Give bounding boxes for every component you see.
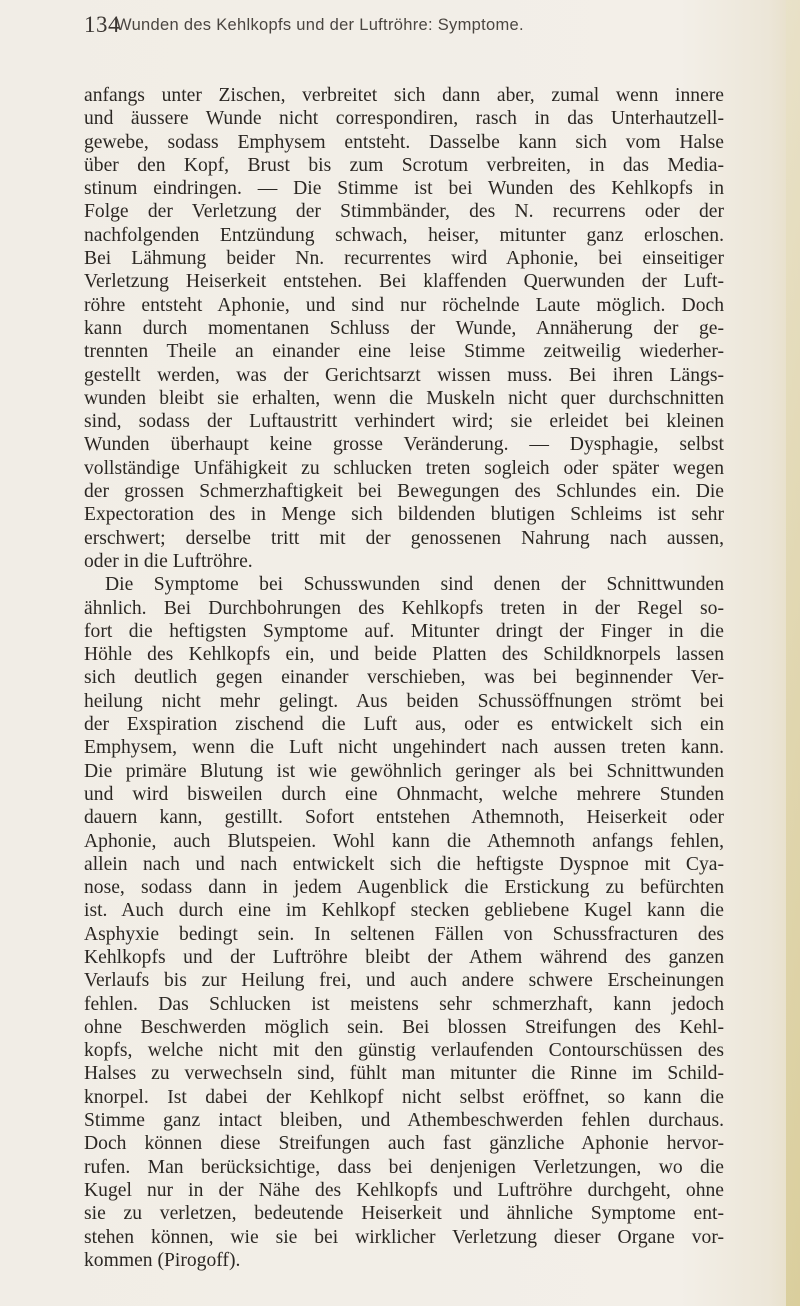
text-line: Stimme ganz intact bleiben, und Athembeschwerden fehlen durchaus. (84, 1110, 724, 1132)
text-line: der Exspiration zischend die Luft aus, oder es entwickelt sich ein (84, 714, 724, 736)
text-line: Emphysem, wenn die Luft nicht ungehindert nach aussen treten kann. (84, 737, 724, 759)
text-line: sich deutlich gegen einander verschieben, was bei beginnender Ver- (84, 667, 724, 689)
text-line: erschwert; derselbe tritt mit der genossenen Nahrung nach aussen, (84, 527, 724, 549)
text-line: ähnlich. Bei Durchbohrungen des Kehlkopfs treten in der Regel so- (84, 597, 724, 619)
text-line: Verlaufs bis zur Heilung frei, und auch andere schwere Erscheinungen (84, 970, 724, 992)
text-line: Asphyxie bedingt sein. In seltenen Fällen von Schussfracturen des (84, 923, 724, 945)
text-line: dauern kann, gestillt. Sofort entstehen Athemnoth, Heiserkeit oder (84, 807, 724, 829)
text-line: oder in die Luftröhre. (84, 550, 253, 572)
text-line: und wird bisweilen durch eine Ohnmacht, welche mehrere Stunden (84, 783, 724, 805)
text-line: stehen können, wie sie bei wirklicher Verletzung dieser Organe vor- (84, 1226, 724, 1248)
text-line: knorpel. Ist dabei der Kehlkopf nicht selbst eröffnet, so kann die (84, 1086, 724, 1108)
text-line: fort die heftigsten Symptome auf. Mitunter dringt der Finger in die (84, 620, 724, 642)
text-line: Expectoration des in Menge sich bildenden blutigen Schleims ist sehr (84, 504, 724, 526)
page-edge-stain (786, 0, 800, 1306)
text-line: und äussere Wunde nicht correspondiren, rasch in das Unterhautzell- (84, 108, 724, 130)
text-line: Kugel nur in der Nähe des Kehlkopfs und Luftröhre durchgeht, ohne (84, 1179, 724, 1201)
body-text (84, 84, 724, 1272)
text-line: sind, sodass der Luftaustritt verhindert wird; sie erleidet bei kleinen (84, 411, 724, 433)
text-line: anfangs unter Zischen, verbreitet sich dann aber, zumal wenn innere (84, 85, 724, 106)
text-line: nachfolgenden Entzündung schwach, heiser, mitunter ganz erloschen. (84, 224, 724, 246)
text-line: rufen. Man berücksichtige, dass bei denjenigen Verletzungen, wo die (84, 1156, 724, 1178)
text-line: kopfs, welche nicht mit den günstig verlaufenden Contourschüssen des (84, 1040, 724, 1062)
text-line: heilung nicht mehr gelingt. Aus beiden Schussöffnungen strömt bei (84, 690, 724, 712)
text-line: röhre entsteht Aphonie, und sind nur röchelnde Laute möglich. Doch (84, 294, 724, 316)
text-line: ist. Auch durch eine im Kehlkopf stecken gebliebene Kugel kann die (84, 900, 724, 922)
text-line: Verletzung Heiserkeit entstehen. Bei klaffenden Querwunden der Luft- (84, 271, 724, 293)
running-head: Wunden des Kehlkopfs und der Luftröhre: Symptome. (116, 16, 524, 34)
text-line: Die Symptome bei Schusswunden sind denen der Schnittwunden (105, 574, 724, 596)
text-line: Bei Lähmung beider Nn. recurrentes wird Aphonie, bei einseitiger (84, 248, 724, 270)
text-line: Die primäre Blutung ist wie gewöhnlich geringer als bei Schnittwunden (84, 760, 724, 782)
text-line: kann durch momentanen Schluss der Wunde, Annäherung der ge- (84, 317, 724, 339)
paragraph (84, 84, 724, 573)
text-line: gestellt werden, was der Gerichtsarzt wissen muss. Bei ihren Längs- (84, 364, 724, 386)
text-line: fehlen. Das Schlucken ist meistens sehr schmerzhaft, kann jedoch (84, 993, 724, 1015)
text-line: gewebe, sodass Emphysem entsteht. Dasselbe kann sich vom Halse (84, 131, 724, 153)
text-line: Wunden überhaupt keine grosse Veränderung. — Dysphagie, selbst (84, 434, 724, 456)
text-line: stinum eindringen. — Die Stimme ist bei Wunden des Kehlkopfs in (84, 178, 724, 200)
text-line: Aphonie, auch Blutspeien. Wohl kann die Athemnoth anfangs fehlen, (84, 830, 724, 852)
page-header (84, 12, 724, 42)
text-line: Doch können diese Streifungen auch fast gänzliche Aphonie hervor- (84, 1133, 724, 1155)
page-number: 134 (84, 12, 120, 37)
text-line: der grossen Schmerzhaftigkeit bei Bewegungen des Schlundes ein. Die (84, 481, 724, 503)
text-line: über den Kopf, Brust bis zum Scrotum verbreiten, in das Media- (84, 154, 724, 176)
text-line: Folge der Verletzung der Stimmbänder, des N. recurrens oder der (84, 201, 724, 223)
text-line: Höhle des Kehlkopfs ein, und beide Platten des Schildknorpels lassen (84, 644, 724, 666)
text-line: nose, sodass dann in jedem Augenblick die Erstickung zu befürchten (84, 877, 724, 899)
text-line: Kehlkopfs und der Luftröhre bleibt der Athem während des ganzen (84, 946, 724, 968)
text-line: allein nach und nach entwickelt sich die heftigste Dyspnoe mit Cya- (84, 853, 724, 875)
text-line: Halses zu verwechseln sind, fühlt man mitunter die Rinne im Schild- (84, 1063, 724, 1085)
text-line: sie zu verletzen, bedeutende Heiserkeit und ähnliche Symptome ent- (84, 1203, 724, 1225)
paragraph (84, 573, 724, 1272)
text-line: ohne Beschwerden möglich sein. Bei blossen Streifungen des Kehl- (84, 1016, 724, 1038)
text-line: kommen (Pirogoff). (84, 1249, 241, 1271)
text-line: vollständige Unfähigkeit zu schlucken treten sogleich oder später wegen (84, 457, 724, 479)
text-line: trennten Theile an einander eine leise Stimme zeitweilig wiederher- (84, 341, 724, 363)
text-line: wunden bleibt sie erhalten, wenn die Muskeln nicht quer durchschnitten (84, 387, 724, 409)
